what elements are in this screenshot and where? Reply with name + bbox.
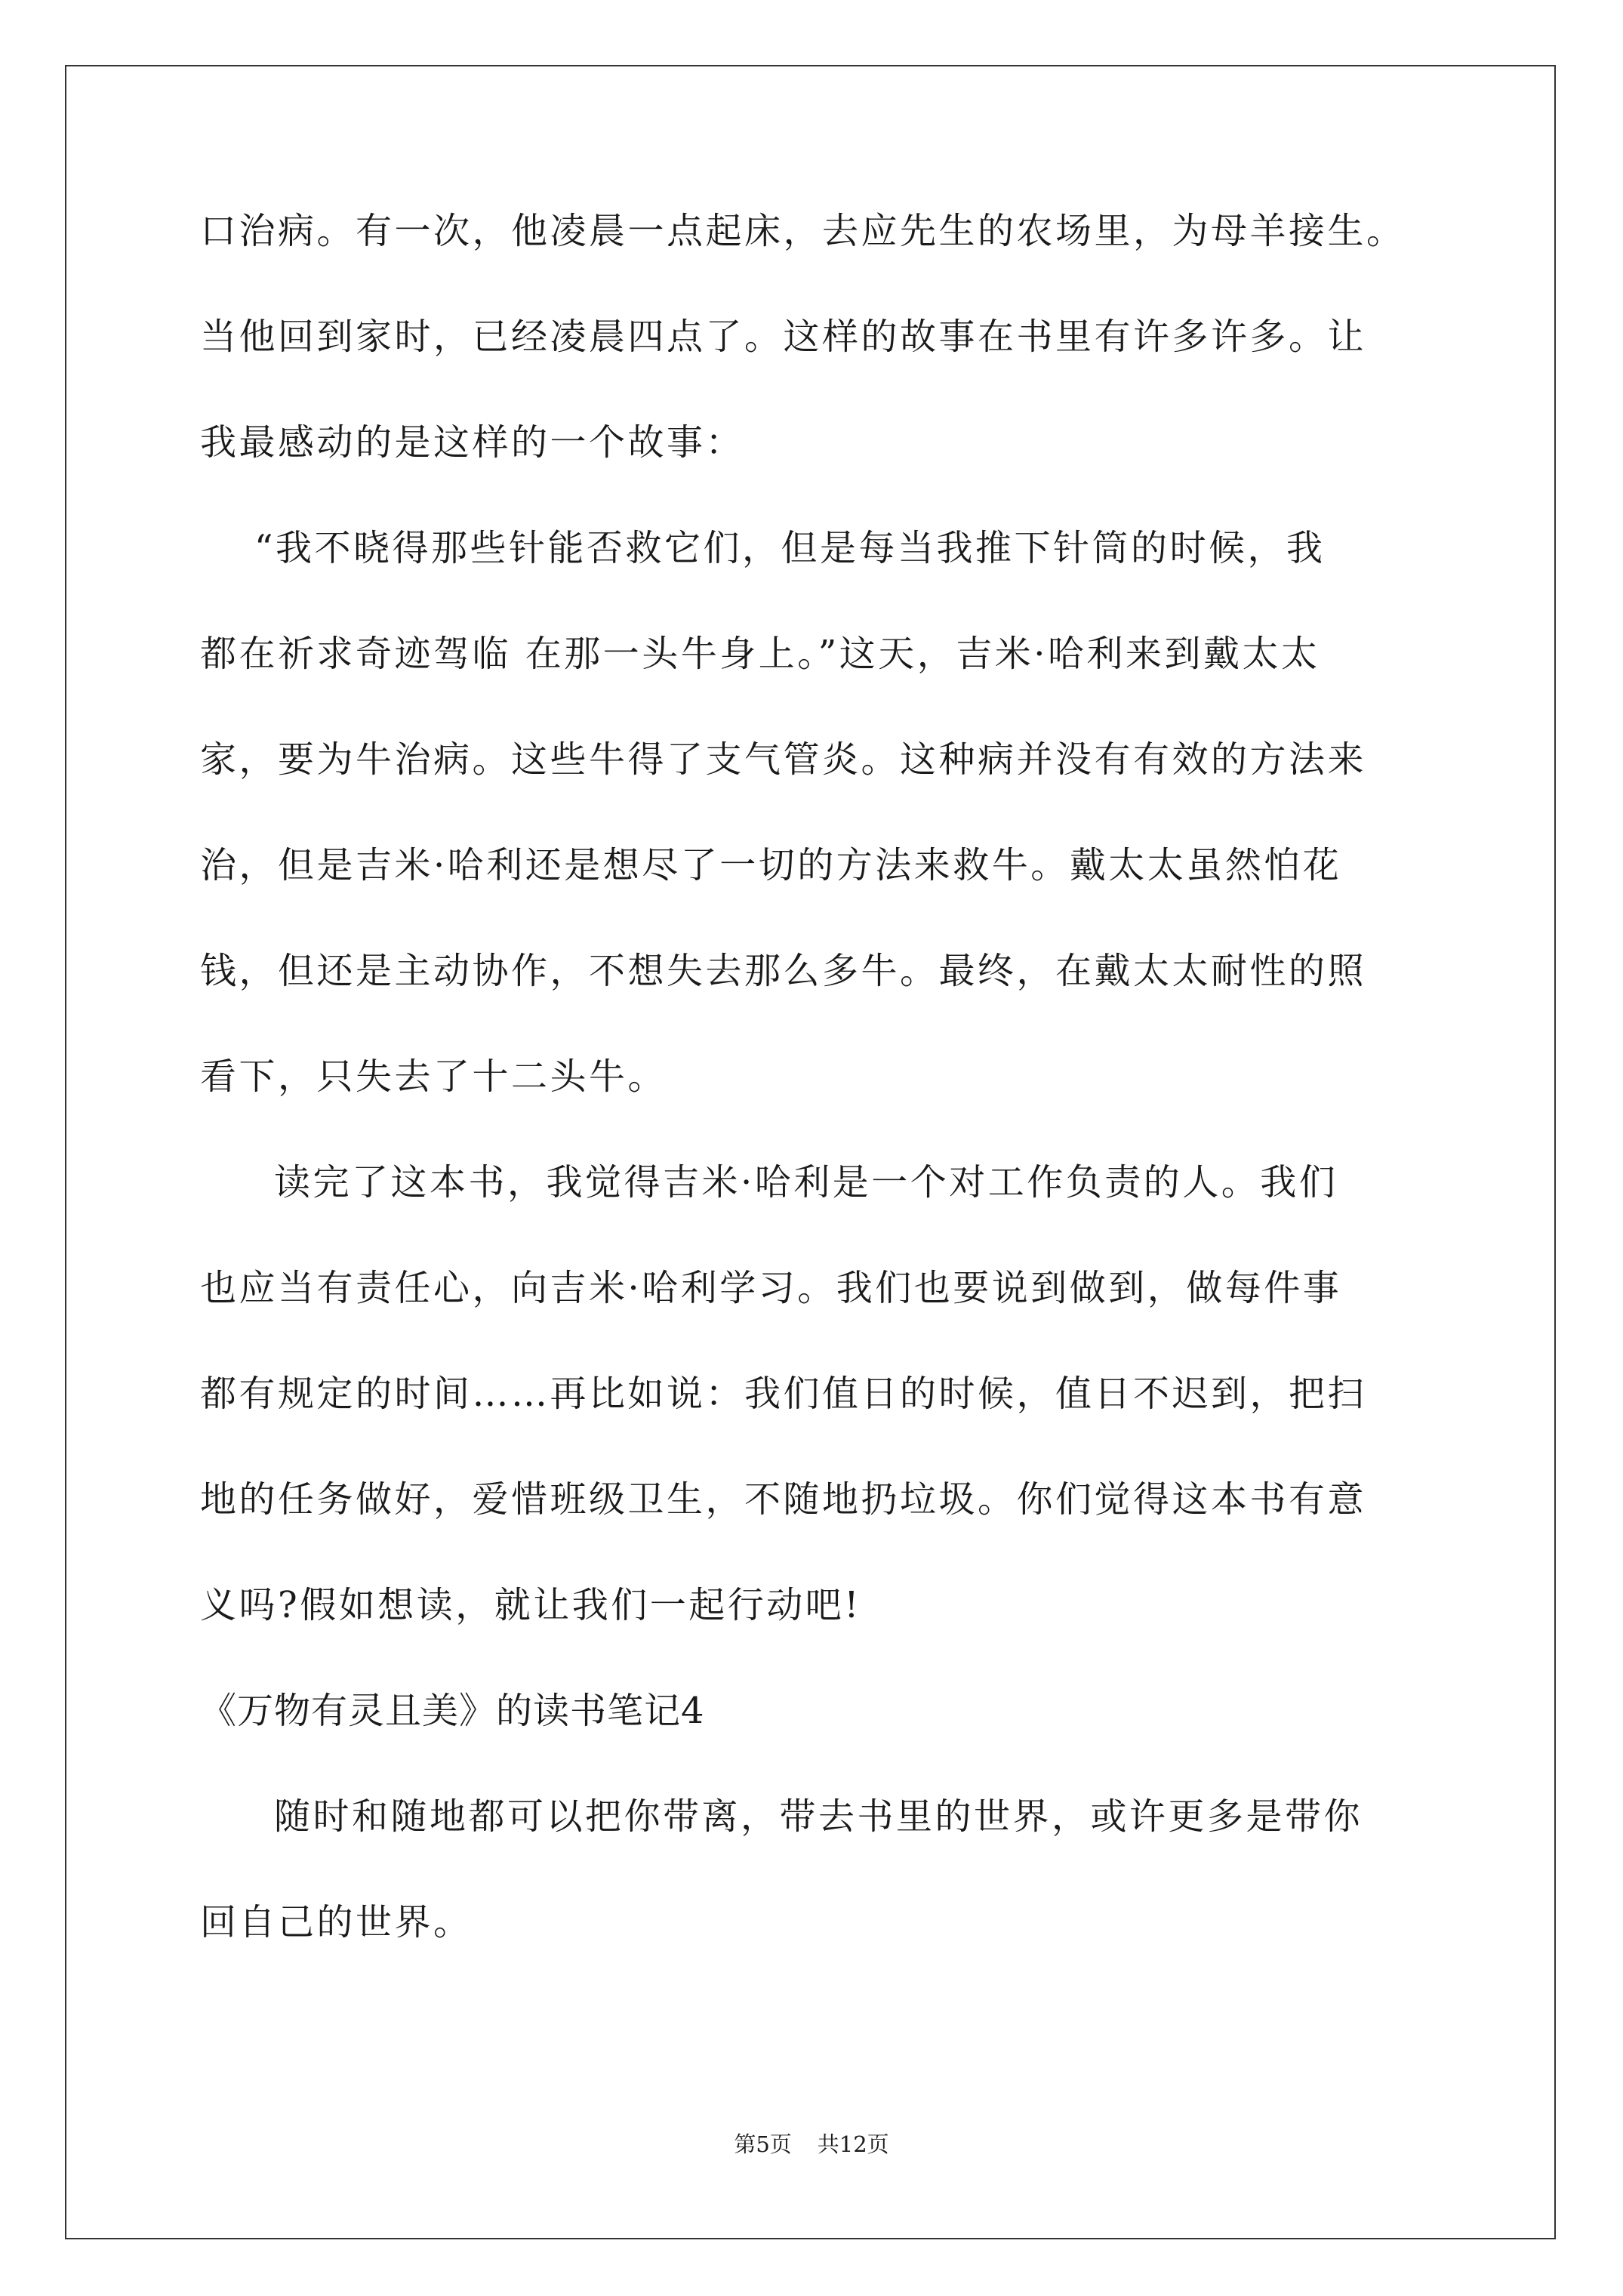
text-line: 都在祈求奇迹驾临 在那一头牛身上。”这天，吉米·哈利来到戴太太 — [200, 633, 1320, 675]
paragraph-start-line: 读完了这本书，我觉得吉米·哈利是一个对工作负责的人。我们 — [274, 1161, 1338, 1203]
text-line: 我最感动的是这样的一个故事： — [200, 421, 745, 464]
page-total: 共12页 — [817, 2131, 889, 2157]
text-line: 回自己的世界。 — [200, 1901, 473, 1943]
text-line: 义吗?假如想读，就让我们一起行动吧! — [200, 1584, 862, 1626]
paragraph-start-line: 随时和随地都可以把你带离，带去书里的世界，或许更多是带你 — [274, 1795, 1363, 1838]
text-line: 口治病。有一次，他凌晨一点起床，去应先生的农场里，为母羊接生。 — [200, 210, 1406, 252]
page-footer — [0, 2128, 1623, 2159]
section-heading: 《万物有灵且美》的读书笔记4 — [200, 1690, 705, 1732]
document-body — [200, 178, 1442, 1975]
text-line: 也应当有责任心，向吉米·哈利学习。我们也要说到做到，做每件事 — [200, 1267, 1342, 1309]
text-line: 都有规定的时间……再比如说：我们值日的时候，值日不迟到，把扫 — [200, 1373, 1367, 1415]
text-line: 家，要为牛治病。这些牛得了支气管炎。这种病并没有有效的方法来 — [200, 738, 1367, 781]
text-line: 治，但是吉米·哈利还是想尽了一切的方法来救牛。戴太太虽然怕花 — [200, 844, 1342, 886]
text-line: 钱，但还是主动协作，不想失去那么多牛。最终，在戴太太耐性的照 — [200, 950, 1367, 992]
paragraph-start-line: “我不晓得那些针能否救它们，但是每当我推下针筒的时候，我 — [254, 527, 1326, 569]
text-line: 地的任务做好，爱惜班级卫生，不随地扔垃圾。你们觉得这本书有意 — [200, 1478, 1367, 1521]
text-line: 当他回到家时，已经凌晨四点了。这样的故事在书里有许多许多。让 — [200, 316, 1367, 358]
page-number: 第5页 — [734, 2131, 792, 2157]
text-line: 看下，只失去了十二头牛。 — [200, 1056, 667, 1098]
